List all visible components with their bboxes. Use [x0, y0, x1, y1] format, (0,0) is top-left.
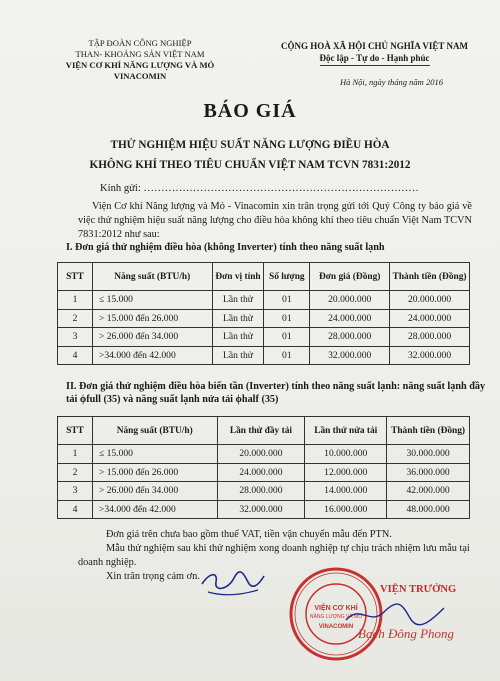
price-table-2: [57, 416, 470, 519]
national-title: CỘNG HOÀ XÃ HỘI CHỦ NGHĨA VIỆT NAM: [281, 41, 468, 51]
stamp-line-3: VINACOMIN: [318, 624, 354, 630]
table-cell: 20.000.000: [390, 291, 470, 310]
table-cell: 01: [264, 328, 310, 347]
table-cell: 30.000.000: [387, 445, 470, 464]
table-header-cell: Năng suất (BTU/h): [92, 263, 212, 291]
table-cell: 01: [264, 309, 310, 328]
table-cell: 32.000.000: [390, 346, 470, 365]
table-cell: 10.000.000: [305, 445, 387, 464]
price-table-1: [57, 262, 470, 365]
national-motto: Độc lập - Tự do - Hạnh phúc: [319, 53, 430, 63]
table-row: [58, 500, 470, 519]
table-cell: 42.000.000: [387, 482, 470, 501]
table-cell: 28.000.000: [310, 328, 390, 347]
signatory-name: Bạch Đông Phong: [358, 626, 455, 641]
table-cell: 48.000.000: [387, 500, 470, 519]
table-row: [58, 445, 470, 464]
section-1-heading: I. Đơn giá thử nghiệm điều hòa (không Inverter) tính theo năng suất lạnh: [66, 242, 385, 253]
table-header-cell: Thành tiền (Đồng): [387, 417, 470, 445]
table-row: [58, 309, 470, 328]
table-header-cell: Đơn giá (Đồng): [310, 263, 390, 291]
table-cell: >34.000 đến 42.000: [92, 500, 217, 519]
table-cell: 14.000.000: [305, 482, 387, 501]
closing-text: Xin trân trọng cảm ơn.: [106, 571, 200, 582]
table-cell: 24.000.000: [217, 463, 305, 482]
stamp-line-1: VIỆN CƠ KHÍ: [314, 605, 358, 612]
table-cell: 12.000.000: [305, 463, 387, 482]
doc-subtitle-2: KHÔNG KHÍ THEO TIÊU CHUẨN VIỆT NAM TCVN 7831:2012: [89, 159, 411, 171]
table-header-cell: STT: [58, 417, 93, 445]
org-line-1: TẬP ĐOÀN CÔNG NGHIỆP: [88, 38, 192, 48]
table-cell: 20.000.000: [310, 291, 390, 310]
table-cell: >34.000 đến 42.000: [92, 346, 212, 365]
table-cell: 01: [264, 291, 310, 310]
table-row: [58, 346, 470, 365]
table-cell: 3: [58, 482, 93, 501]
table-row: [58, 463, 470, 482]
table-cell: Lần thử: [212, 309, 264, 328]
table-cell: 20.000.000: [217, 445, 305, 464]
date-line: Hà Nội, ngày tháng năm 2016: [340, 77, 443, 87]
table-row: [58, 482, 470, 501]
table-cell: 4: [58, 346, 93, 365]
table-header-cell: Lần thử đầy tải: [217, 417, 305, 445]
recipient-line: Kính gửi: ……………………………………………………………………: [100, 183, 419, 194]
table-cell: 32.000.000: [310, 346, 390, 365]
table-cell: > 15.000 đến 26.000: [92, 309, 212, 328]
table-cell: 32.000.000: [217, 500, 305, 519]
table-row: [58, 291, 470, 310]
intro-paragraph: Viện Cơ khí Năng lượng và Mỏ - Vinacomin xin trân trọng gửi tới Quý Công ty báo giá về việc thử nghiệm hiệu suất năng lượng cho điều hòa không khí theo tiêu chuẩn Việt Nam TCVN 7831:2012 như sau:: [78, 201, 472, 240]
signatory-title: VIỆN TRƯỞNG: [380, 584, 457, 595]
table-cell: 01: [264, 346, 310, 365]
table-cell: > 26.000 đến 34.000: [92, 328, 212, 347]
table-cell: 28.000.000: [390, 328, 470, 347]
table-header-cell: Đơn vị tính: [212, 263, 264, 291]
org-line-3: VIỆN CƠ KHÍ NĂNG LƯỢNG VÀ MỎ VINACOMIN: [65, 60, 215, 81]
initials-signature: [198, 566, 268, 604]
org-line-2: THAN- KHOÁNG SẢN VIỆT NAM: [75, 49, 205, 59]
table-cell: ≤ 15.000: [92, 445, 217, 464]
table-cell: ≤ 15.000: [92, 291, 212, 310]
table-cell: Lần thử: [212, 291, 264, 310]
table-cell: 16.000.000: [305, 500, 387, 519]
table-cell: 2: [58, 309, 93, 328]
table-cell: 3: [58, 328, 93, 347]
section-2-heading: II. Đơn giá thử nghiệm điều hòa biến tần (Inverter) tính theo năng suất lạnh: năng suất lạnh đầy tải ϕfull (35) và năng suất lạnh nửa tải ϕhalf (35): [66, 381, 486, 405]
table-cell: 28.000.000: [217, 482, 305, 501]
stamp-line-2: NĂNG LƯỢNG VÀ MỎ: [309, 614, 363, 620]
national-header: [262, 40, 487, 66]
table-cell: > 15.000 đến 26.000: [92, 463, 217, 482]
motto-underline: [320, 65, 430, 66]
doc-subtitle-1: THỬ NGHIỆM HIỆU SUẤT NĂNG LƯỢNG ĐIỀU HÒA: [110, 139, 390, 151]
table-cell: 24.000.000: [390, 309, 470, 328]
table-cell: > 26.000 đến 34.000: [92, 482, 217, 501]
table-header-cell: Thành tiền (Đồng): [390, 263, 470, 291]
table-header-cell: Lần thử nửa tải: [305, 417, 387, 445]
table-cell: 4: [58, 500, 93, 519]
org-header: [40, 38, 240, 82]
note-sample: Mẫu thử nghiệm sau khi thử nghiệm xong doanh nghiệp tự chịu trách nhiệm lưu mẫu tại doanh nghiệp.: [78, 543, 470, 568]
table-cell: 1: [58, 291, 93, 310]
note-vat: Đơn giá trên chưa bao gồm thuế VAT, tiền vận chuyển mẫu đến PTN.: [106, 529, 392, 540]
table-cell: 2: [58, 463, 93, 482]
table-cell: 24.000.000: [310, 309, 390, 328]
table-row: [58, 328, 470, 347]
table-cell: 36.000.000: [387, 463, 470, 482]
table-cell: Lần thử: [212, 328, 264, 347]
doc-title: BÁO GIÁ: [203, 100, 297, 122]
table-header-cell: Năng suất (BTU/h): [92, 417, 217, 445]
table-cell: 1: [58, 445, 93, 464]
table-header-cell: STT: [58, 263, 93, 291]
table-header-cell: Số lượng: [264, 263, 310, 291]
table-cell: Lần thử: [212, 346, 264, 365]
